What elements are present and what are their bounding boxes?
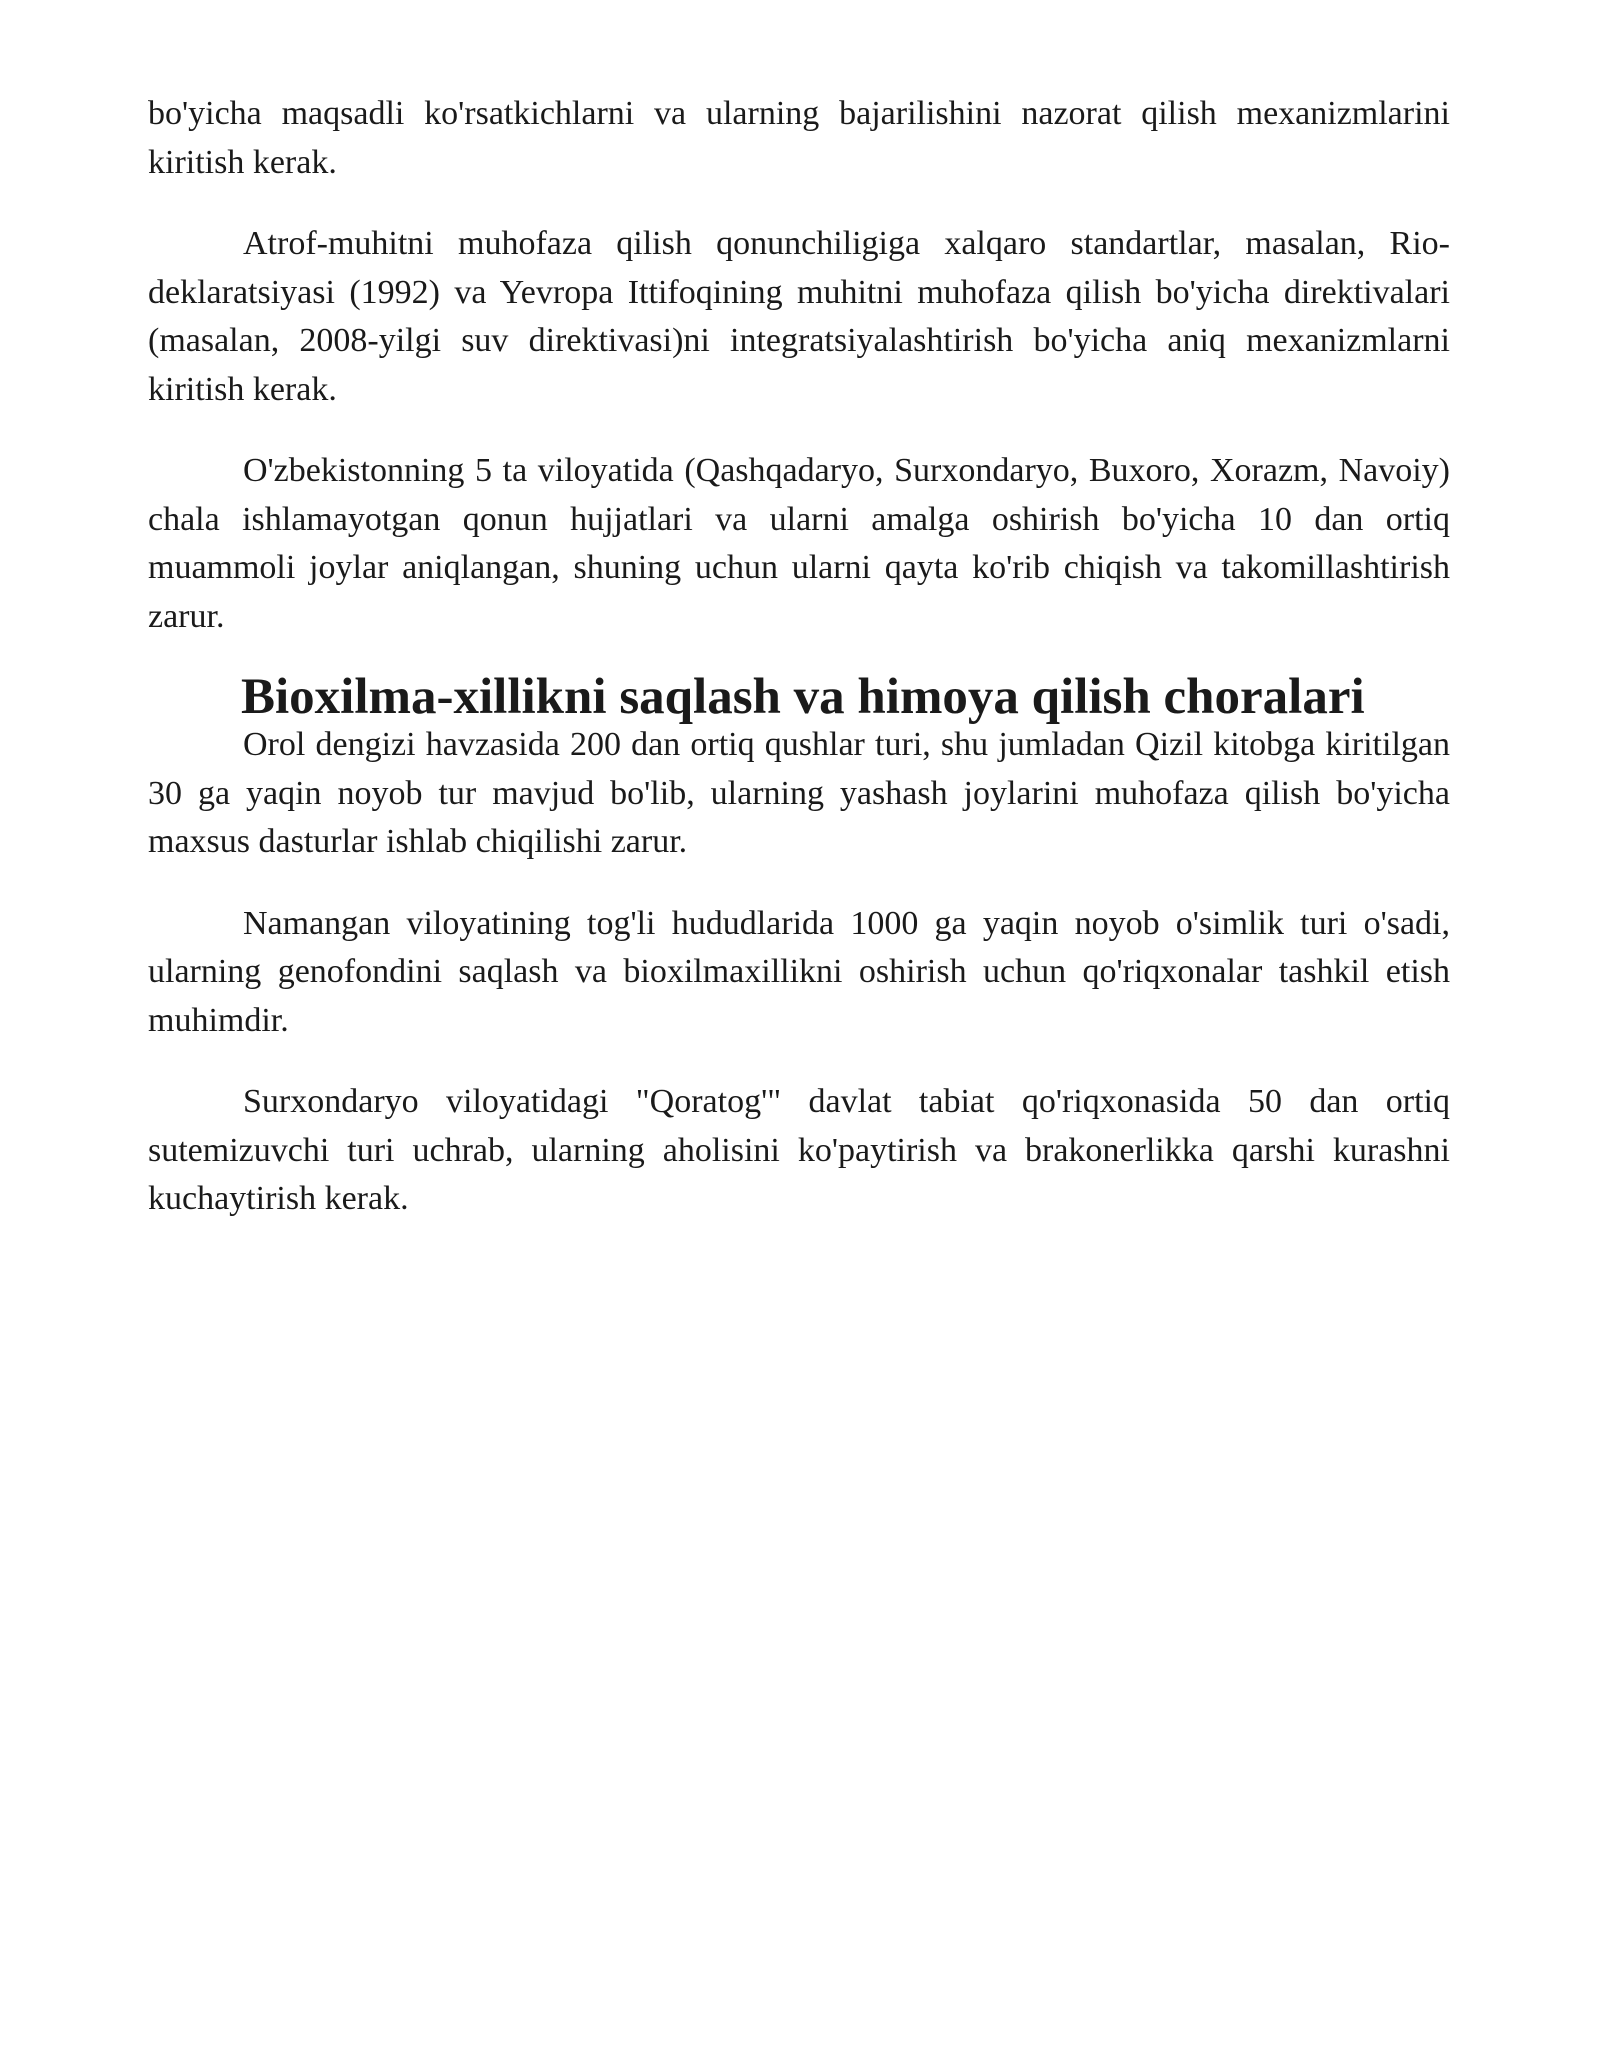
paragraph-aral-sea-birds: Orol dengizi havzasida 200 dan ortiq qushlar turi, shu jumladan Qizil kitobga kiritilgan 30 ga yaqin noyob tur mavjud bo'lib, ularning yashash joylarini muhofaza qilish bo'yicha maxsus dasturlar ishlab chiqilishi zarur. [148,726,1450,860]
paragraph-qoratog-reserve: Surxondaryo viloyatidagi "Qoratog'" davlat tabiat qo'riqxonasida 50 dan ortiq sutemizuvchi turi uchrab, ularning aholisini ko'paytirish va brakonerlikka qarshi kurashni kuchaytirish kerak. [148,1083,1450,1217]
document-page [148,90,1450,1224]
paragraph-namangan-plants: Namangan viloyatining tog'li hududlarida 1000 ga yaqin noyob o'simlik turi o'sadi, ularning genofondini saqlash va bioxilmaxillikni oshirish uchun qo'riqxonalar tashkil etish muhimdir. [148,904,1450,1039]
paragraph-continuation: bo'yicha maqsadli ko'rsatkichlarni va ularning bajarilishini nazorat qilish mexanizmlarini kiritish kerak. [148,95,1450,181]
section-heading-biodiversity: Bioxilma-xillikni saqlash va himoya qilish choralari [241,669,1365,725]
paragraph-regions: O'zbekistonning 5 ta viloyatida (Qashqadaryo, Surxondaryo, Buxoro, Xorazm, Navoiy) chala ishlamayotgan qonun hujjatlari va ularni amalga oshirish bo'yicha 10 dan ortiq muammoli joylar aniqlangan, shuning uchun ularni qayta ko'rib chiqish va takomillashtirish zarur. [148,452,1450,635]
paragraph-international-standards: Atrof-muhitni muhofaza qilish qonunchiligiga xalqaro standartlar, masalan, Rio-deklaratsiyasi (1992) va Yevropa Ittifoqining muhitni muhofaza qilish bo'yicha direktivalari (masalan, 2008-yilgi suv direktivasi)ni integratsiyalashtirish bo'yicha aniq mexanizmlarni kiritish kerak. [148,225,1450,408]
